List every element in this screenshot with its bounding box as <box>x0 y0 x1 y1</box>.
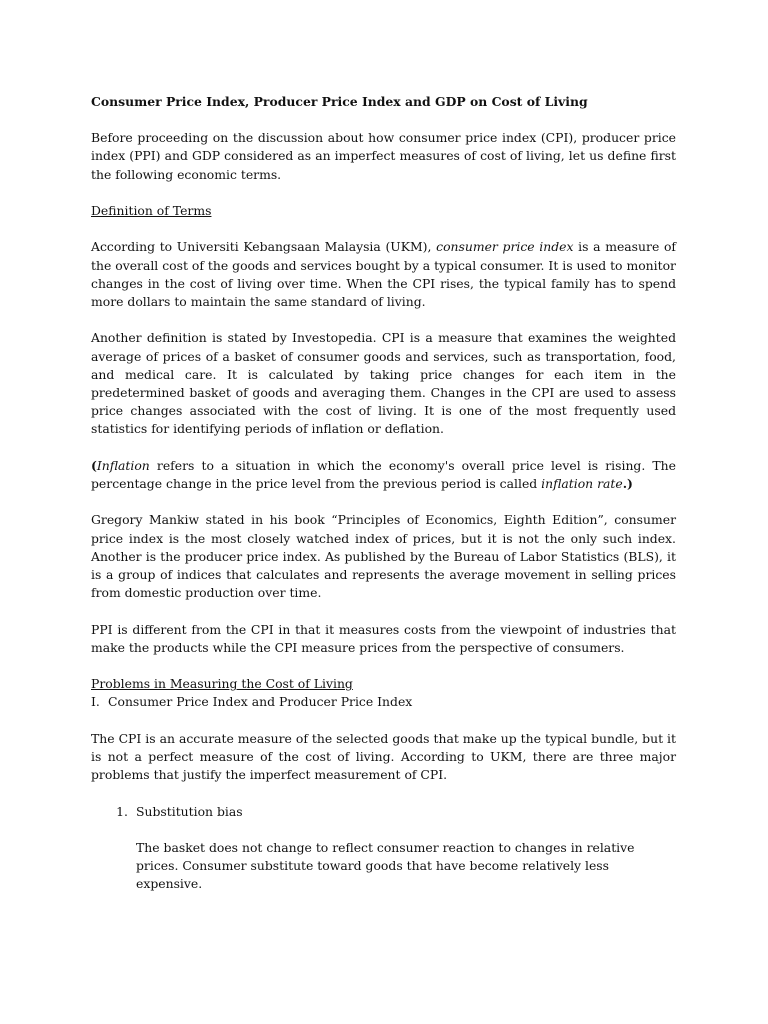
list-item-number: 1. <box>116 803 128 819</box>
cpi-accurate-paragraph: The CPI is an accurate measure of the selected goods that make up the typical bundle, but it is not a perfect measure of the cost of living. According to UKM, there are three major problems that justify the imperfect measurement of CPI. <box>91 730 676 783</box>
mankiw-paragraph: Gregory Mankiw stated in his book “Principles of Economics, Eighth Edition”, consumer price index is the most closely watched index of prices, but it is not the only such index. Another is the producer price index. As published by the Bureau of Labor Statistics (BLS), it is a group of indices that calculates and represents the average movement in selling prices from domestic production over time. <box>91 512 676 601</box>
ppi-paragraph: PPI is different from the CPI in that it measures costs from the viewpoint of industries that make the products while the CPI measure prices from the perspective of consumers. <box>91 621 676 655</box>
ukm-text-after: is a measure of the overall cost of the goods and services bought by a typical consumer. It is used to monitor changes in the cost of living over time. When the CPI rises, the typical family has to spend more dollars to maintain the same standard of living. <box>91 239 676 309</box>
inflation-open-paren: ( <box>91 457 97 473</box>
ukm-text-before: According to Universiti Kebangsaan Malaysia (UKM), <box>91 239 437 255</box>
investopedia-paragraph: Another definition is stated by Investopedia. CPI is a measure that examines the weighted average of prices of a basket of consumer goods and services, such as transportation, food, and medical care. It is calculated by taking price changes for each item in the predetermined basket of goods and averaging them. Changes in the CPI are used to assess price changes associated with the cost of living. It is one of the most frequently used statistics for identifying periods of inflation or deflation. <box>91 330 676 437</box>
document-page <box>91 93 676 912</box>
problems-heading: Problems in Measuring the Cost of Living <box>91 676 353 692</box>
inflation-text: refers to a situation in which the economy's overall price level is rising. The percentage change in the price level from the previous period is called <box>91 457 676 491</box>
intro-paragraph: Before proceeding on the discussion about how consumer price index (CPI), producer price index (PPI) and GDP considered as an imperfect measures of cost of living, let us define first the following economic terms. <box>91 130 676 182</box>
inflation-close-paren: .) <box>622 476 633 491</box>
document-title: Consumer Price Index, Producer Price Index and GDP on Cost of Living <box>91 94 588 109</box>
definition-heading: Definition of Terms <box>91 203 212 218</box>
cpi-term: consumer price index <box>436 239 574 255</box>
list-item <box>91 803 676 821</box>
list-item-body: The basket does not change to reflect consumer reaction to changes in relative prices. Consumer substitute toward goods that have become relatively less expensive. <box>136 839 635 892</box>
ukm-definition-paragraph <box>91 238 676 311</box>
inflation-rate-term: inflation rate <box>541 476 623 491</box>
subsection-number: I. <box>91 694 100 710</box>
inflation-paragraph <box>91 457 676 493</box>
subsection-label: Consumer Price Index and Producer Price Index <box>108 694 413 710</box>
list-item-label: Substitution bias <box>136 803 243 819</box>
subsection-heading <box>91 693 676 711</box>
inflation-term: Inflation <box>96 457 150 473</box>
